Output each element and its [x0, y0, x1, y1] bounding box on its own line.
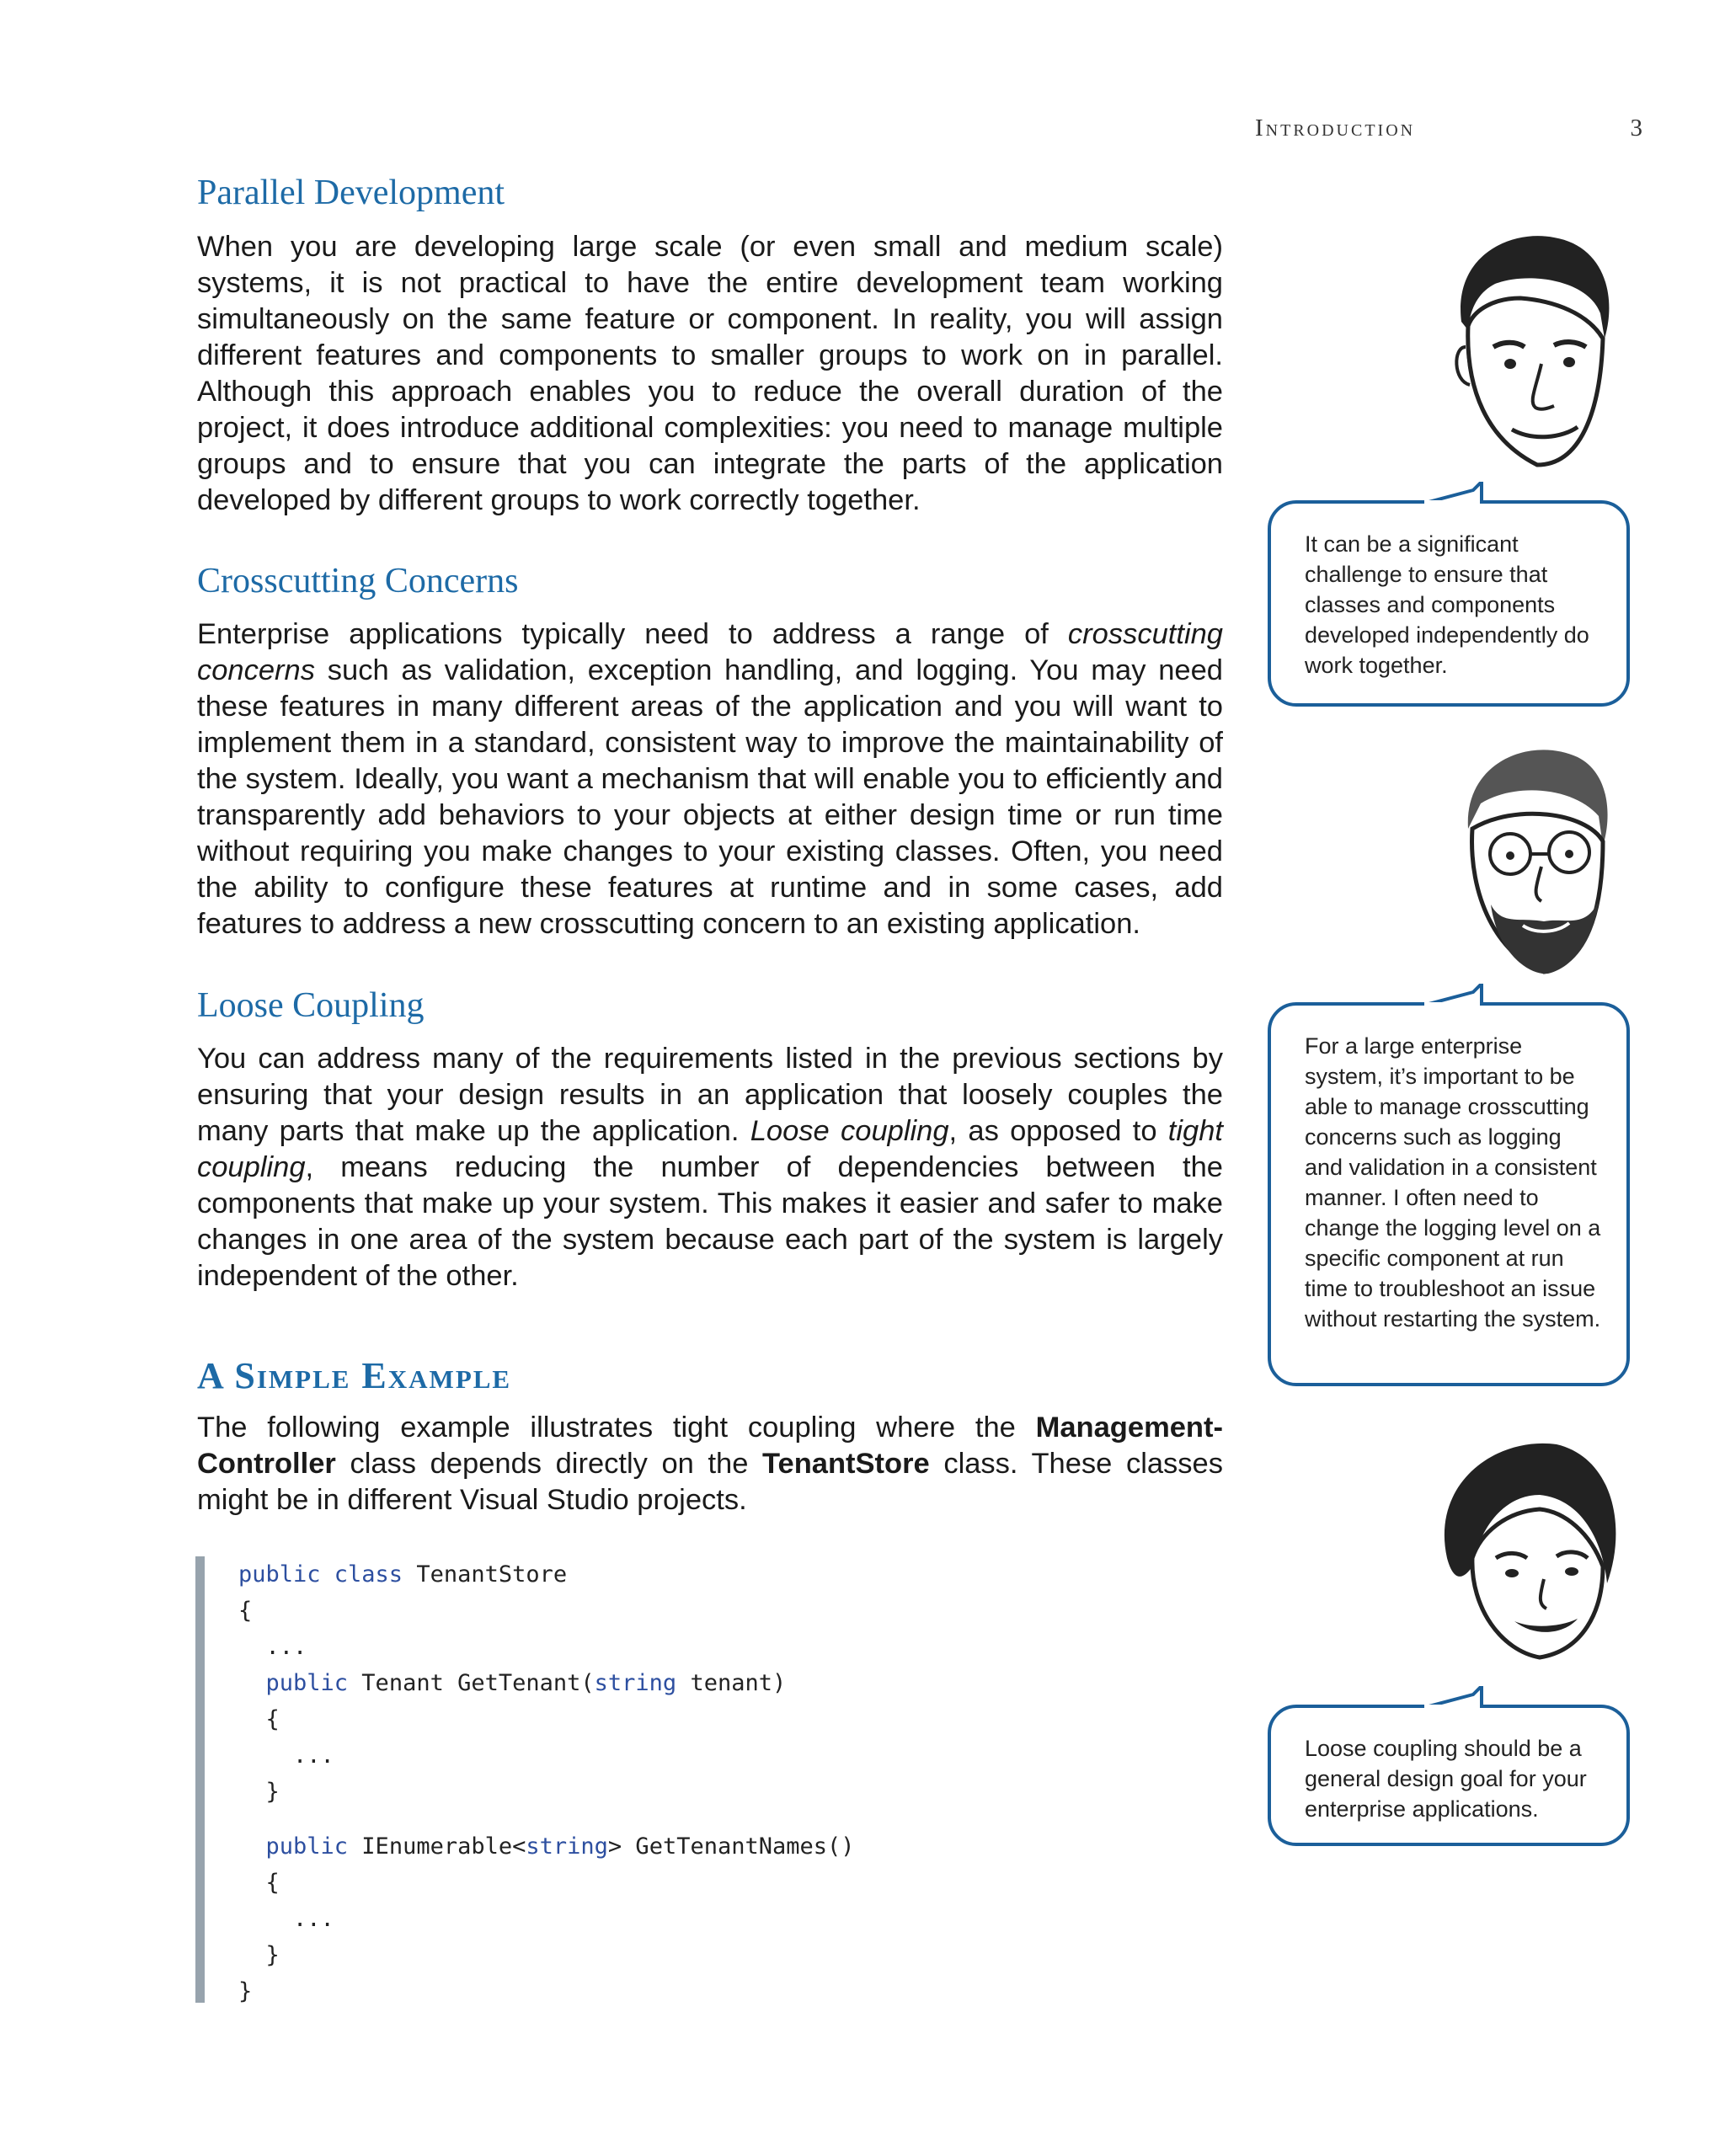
heading-parallel-development: Parallel Development	[197, 173, 505, 212]
speech-bubble-tail-icon	[1423, 1686, 1507, 1708]
heading-loose-coupling: Loose Coupling	[197, 986, 425, 1025]
paragraph-a-simple-example: The following example illustrates tight coupling where the ManagementController class depends directly on the TenantStore class. These classes might be in different Visual Studio projects.	[197, 1412, 1223, 1516]
running-head-title: Introduction	[1255, 115, 1416, 141]
code-line: ...	[238, 1634, 307, 1660]
portrait-developer-1	[1428, 221, 1630, 473]
paragraph-parallel-development: When you are developing large scale (or even small and medium scale) systems, it is not practical to have the entire development team working simultaneously on the same feature or component. In reality, you will assign different features and components to smaller groups to work on in parallel. Although this approach enables you to reduce the overall duration of the project, it does introduce additional complexities: you need to manage multiple groups and to ensure that you can integrate the parts of the application developed by different groups to work correctly together.	[197, 231, 1223, 516]
class-name-management-controller: ManagementController	[197, 1412, 1223, 1480]
paragraph-loose-coupling: You can address many of the requirements listed in the previous sections by ensuring that your design results in an application that loosely couples the many parts that make up the application. Loose coupling, as opposed to tight coupling, means reducing the number of dependencies between the components that make up your system. This makes it easier and safer to make changes in one area of the system because each part of the system is largely independent of the other.	[197, 1043, 1223, 1292]
sidebar-note-2	[1268, 1002, 1630, 1386]
code-line: public class TenantStore	[238, 1561, 568, 1588]
code-line: ...	[238, 1742, 334, 1769]
code-line: }	[238, 1978, 253, 2004]
speech-bubble-tail-icon	[1423, 482, 1507, 504]
term-tight-coupling: tight coupling	[197, 1115, 1223, 1183]
term-loose-coupling: Loose coupling	[750, 1115, 949, 1147]
sidebar-note-2-text: For a large enterprise system, it’s important to be able to manage crosscutting concerns such as logging and validation in a consistent manner. I often need to change the logging level on a specific component at run time to troubleshoot an issue without restarting the system.	[1305, 1033, 1601, 1331]
code-line: public Tenant GetTenant(string tenant)	[238, 1670, 787, 1696]
code-line: {	[238, 1706, 280, 1732]
sidebar-note-3-text: Loose coupling should be a general design goal for your enterprise applications.	[1305, 1736, 1587, 1822]
heading-crosscutting-concerns: Crosscutting Concerns	[197, 562, 519, 600]
portrait-developer-2	[1430, 736, 1632, 980]
class-name-tenant-store: TenantStore	[762, 1448, 930, 1480]
paragraph-crosscutting-concerns: Enterprise applications typically need to address a range of crosscutting concerns such as validation, exception handling, and logging. You may need these features in many different areas of the application and you will want to implement them in a standard, consistent way to improve the maintainability of the system. Ideally, you want a mechanism that will enable you to efficiently and transparently add behaviors to your objects at either design time or run time without requiring you make changes to your existing classes. Often, you need the ability to configure these features at runtime and in some cases, add features to address a new crosscutting concern to an existing application.	[197, 618, 1223, 940]
term-crosscutting-concerns: crosscutting concerns	[197, 618, 1223, 686]
portrait-developer-3	[1422, 1432, 1632, 1668]
sidebar-note-1	[1268, 500, 1630, 707]
running-head	[1255, 115, 1642, 142]
code-line: }	[238, 1779, 280, 1805]
code-line: }	[238, 1942, 280, 1968]
sidebar-note-3	[1268, 1705, 1630, 1846]
heading-a-simple-example: A Simple Example	[197, 1355, 512, 1396]
speech-bubble-tail-icon	[1423, 984, 1507, 1006]
code-line: {	[238, 1598, 253, 1624]
sidebar-note-1-text: It can be a significant challenge to ensure that classes and components developed independently do work together.	[1305, 531, 1589, 678]
code-line: public IEnumerable<string> GetTenantNames()	[238, 1833, 855, 1860]
code-line: ...	[238, 1906, 334, 1932]
code-listing	[195, 1556, 963, 2003]
code-line: {	[238, 1870, 280, 1896]
page-number: 3	[1630, 115, 1642, 141]
